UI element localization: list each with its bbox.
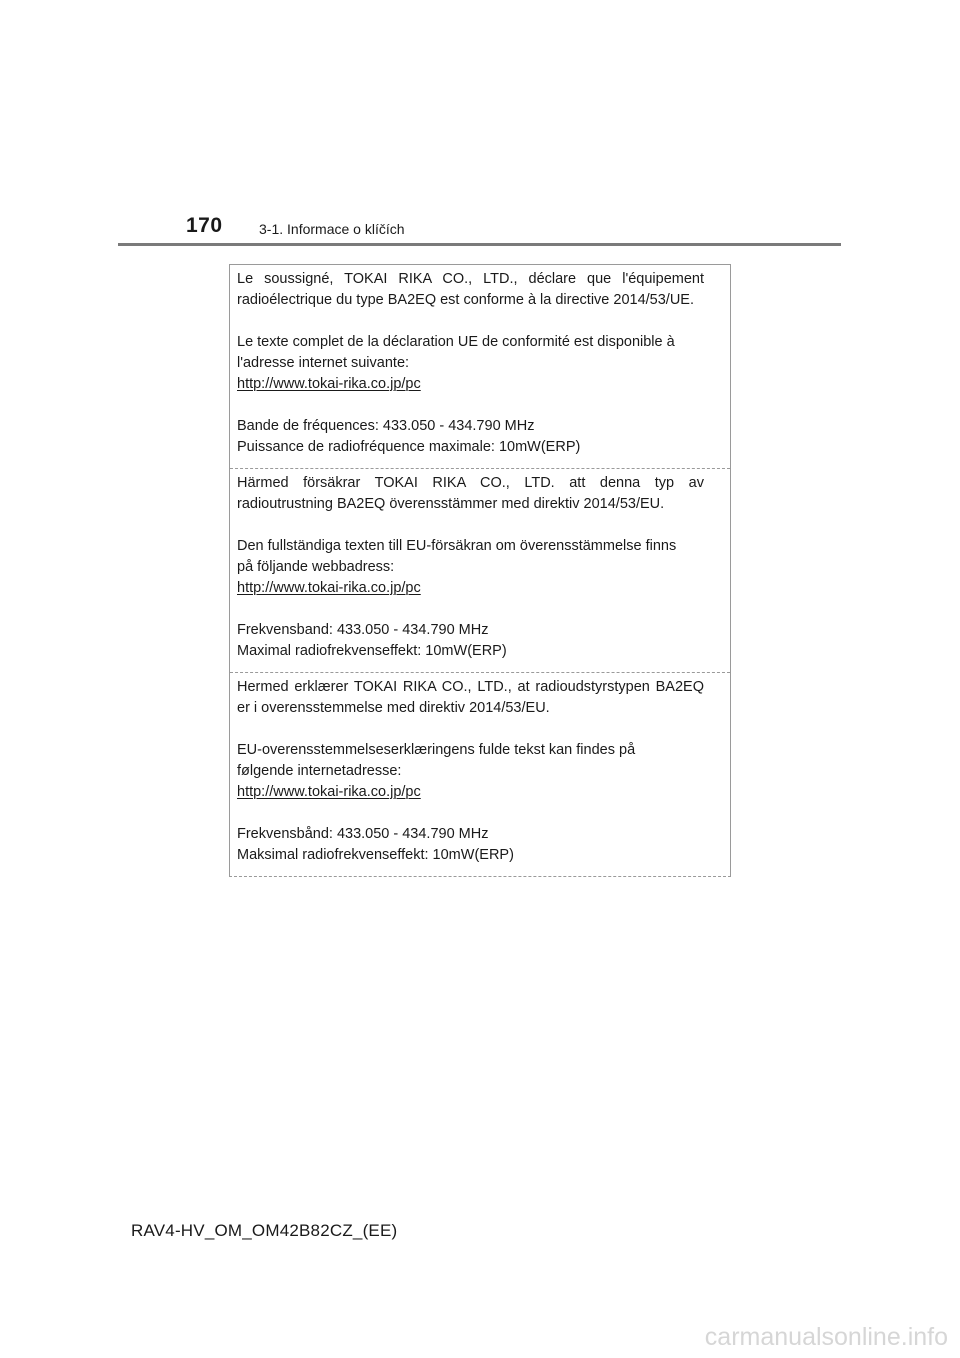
full-text-line: Le texte complet de la déclaration UE de conformité est disponible à xyxy=(237,334,675,350)
page-number: 170 xyxy=(186,214,223,237)
declaration-url-link[interactable]: http://www.tokai-rika.co.jp/pc xyxy=(237,376,421,392)
full-text-line: Den fullständiga texten till EU-försäkran om överensstämmelse finns xyxy=(237,538,677,554)
document-code: RAV4-HV_OM_OM42B82CZ_(EE) xyxy=(131,1221,398,1240)
radio-specs xyxy=(237,824,704,866)
notice-block-french xyxy=(230,265,730,468)
notice-block-swedish xyxy=(230,468,730,672)
watermark: carmanualsonline.info xyxy=(704,1323,948,1351)
frequency-band: Bande de fréquences: 433.050 - 434.790 MHz xyxy=(237,418,535,434)
frequency-band: Frekvensbånd: 433.050 - 434.790 MHz xyxy=(237,826,489,842)
frequency-band: Frekvensband: 433.050 - 434.790 MHz xyxy=(237,622,489,638)
radio-specs xyxy=(237,416,704,458)
declaration-text: Le soussigné, TOKAI RIKA CO., LTD., déclare que l'équipement radioélectrique du type BA2EQ est conforme à la directive 2014/53/UE. xyxy=(237,271,704,308)
max-power: Maximal radiofrekvenseffekt: 10mW(ERP) xyxy=(237,643,507,659)
full-text-line: følgende internetadresse: xyxy=(237,763,402,779)
conformity-notice-box xyxy=(229,264,731,877)
full-text-info xyxy=(237,332,704,395)
full-text-line: EU-overensstemmelseserklæringens fulde tekst kan findes på xyxy=(237,742,636,758)
header-rule xyxy=(118,243,841,246)
radio-specs xyxy=(237,620,704,662)
declaration-text: Härmed försäkrar TOKAI RIKA CO., LTD. att denna typ av radioutrustning BA2EQ överensstämmer med direktiv 2014/53/EU. xyxy=(237,475,704,512)
max-power: Maksimal radiofrekvenseffekt: 10mW(ERP) xyxy=(237,847,514,863)
section-title: 3-1. Informace o klíčích xyxy=(259,221,405,237)
notice-block-danish xyxy=(230,672,730,876)
declaration-url-link[interactable]: http://www.tokai-rika.co.jp/pc xyxy=(237,580,421,596)
declaration-text: Hermed erklærer TOKAI RIKA CO., LTD., at radioudstyrstypen BA2EQ er i overensstemmelse med direktiv 2014/53/EU. xyxy=(237,679,704,716)
max-power: Puissance de radiofréquence maximale: 10mW(ERP) xyxy=(237,439,581,455)
declaration-url-link[interactable]: http://www.tokai-rika.co.jp/pc xyxy=(237,784,421,800)
full-text-line: på följande webbadress: xyxy=(237,559,395,575)
full-text-info xyxy=(237,536,704,599)
full-text-info xyxy=(237,740,704,803)
full-text-line: l'adresse internet suivante: xyxy=(237,355,410,371)
